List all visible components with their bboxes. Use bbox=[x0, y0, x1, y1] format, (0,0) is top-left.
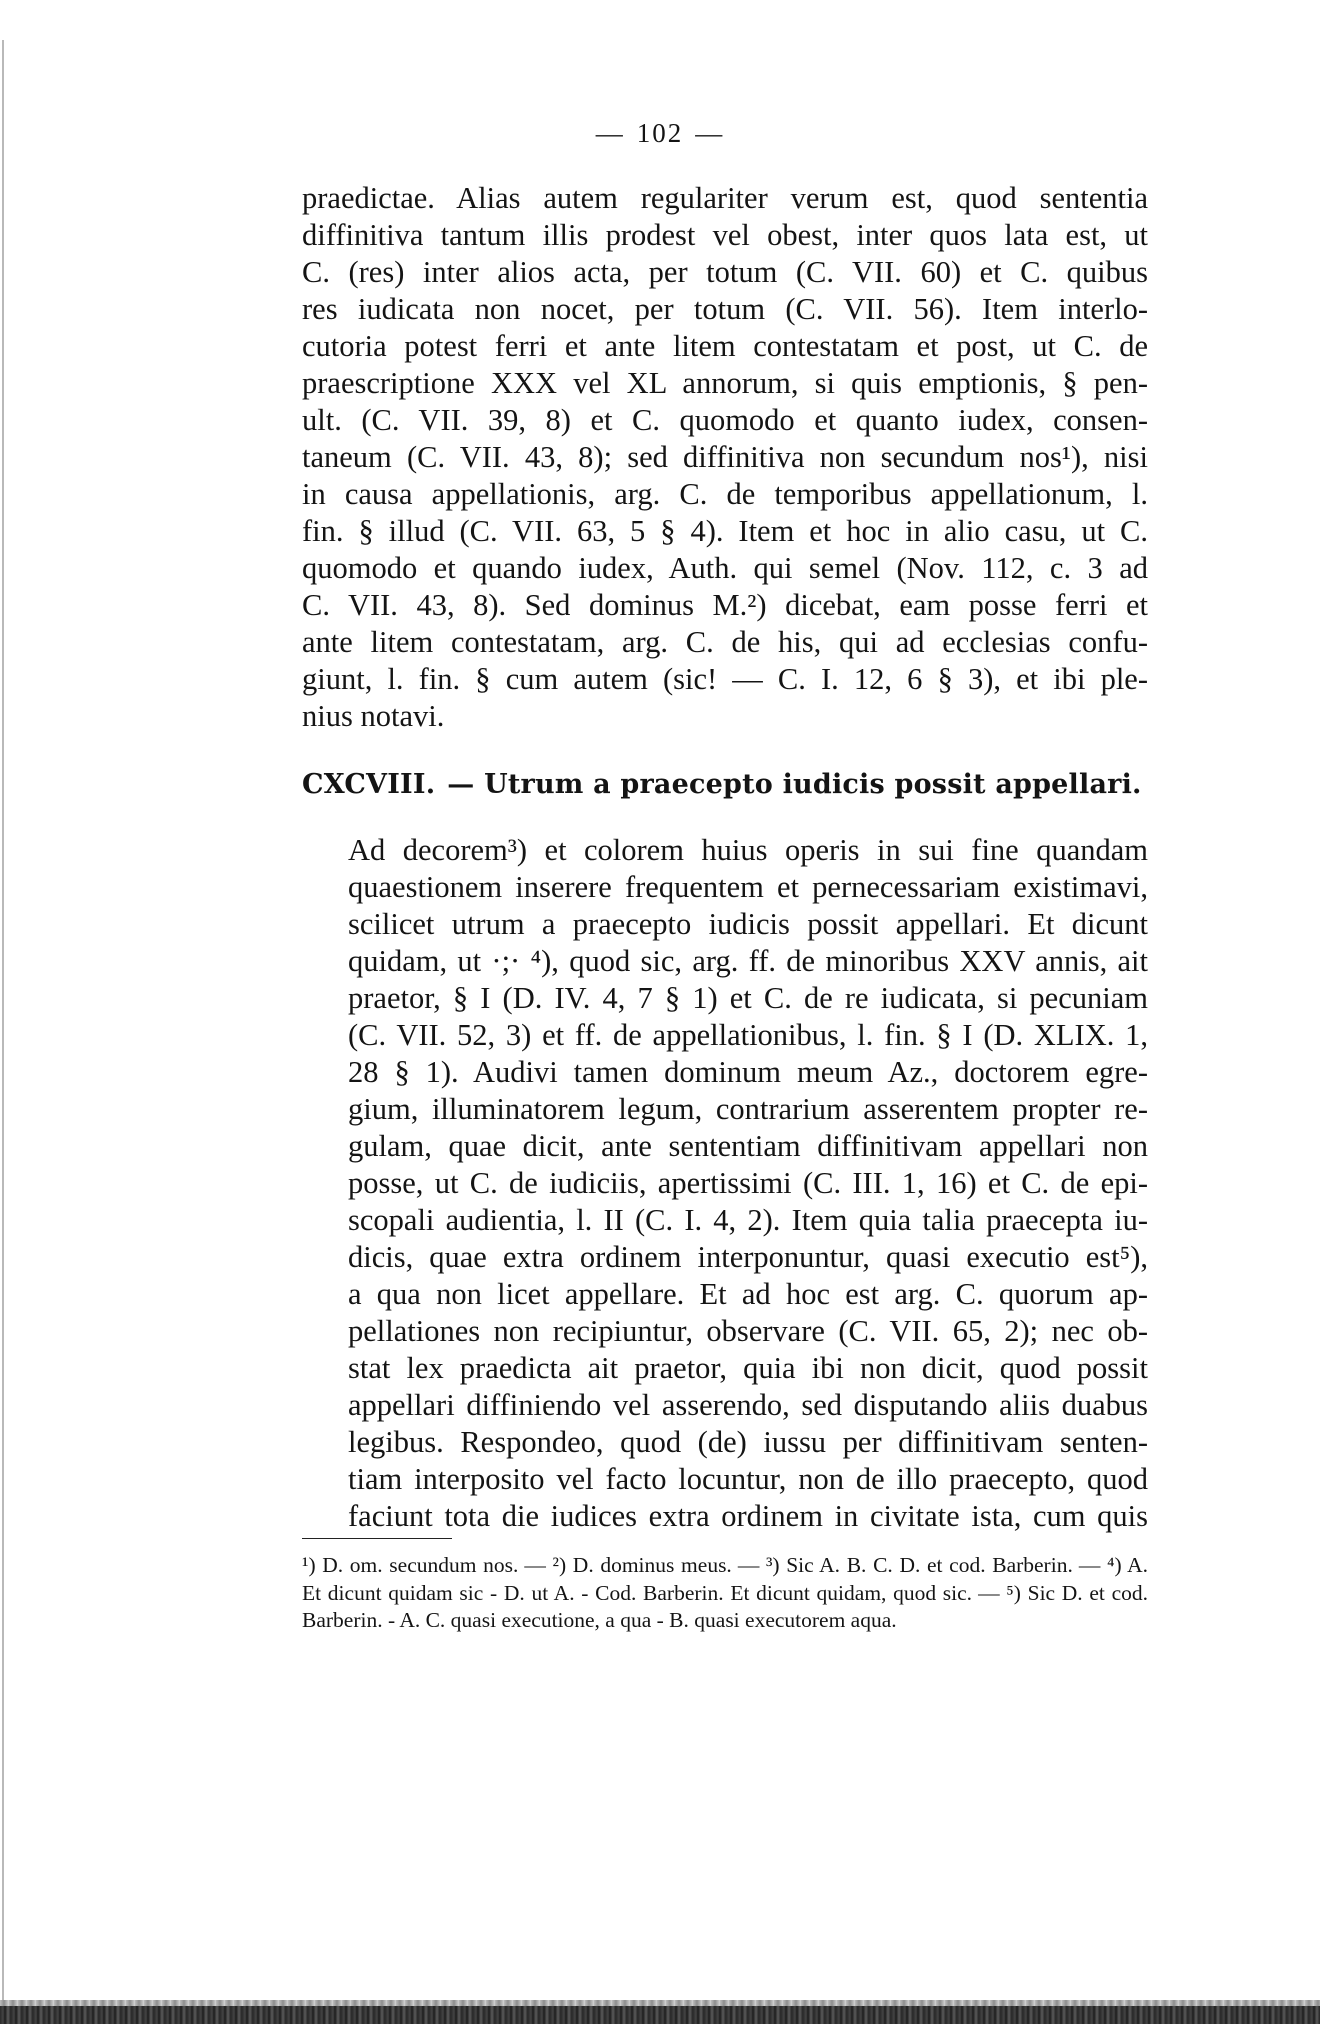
text-line: 28 § 1). Audivi tamen dominum meum Az., doctorem egre- bbox=[348, 1055, 1148, 1089]
text-line: C. VII. 43, 8). Sed dominus M.²) dicebat, eam posse ferri et bbox=[302, 588, 1148, 622]
paragraph-1-text bbox=[302, 180, 1148, 735]
text-line: stat lex praedicta ait praetor, quia ibi non dicit, quod possit bbox=[348, 1351, 1148, 1385]
paragraph-2 bbox=[302, 832, 1148, 1535]
text-line: a qua non licet appellare. Et ad hoc est arg. C. quorum ap- bbox=[348, 1277, 1148, 1311]
paragraph-1 bbox=[302, 180, 1148, 735]
text-line: pellationes non recipiuntur, observare (C. VII. 65, 2); nec ob- bbox=[348, 1314, 1148, 1348]
footnote-3: ³) Sic A. B. C. D. et cod. Barberin. bbox=[765, 1553, 1073, 1577]
text-line: praedictae. Alias autem regulariter verum est, quod sententia bbox=[302, 181, 1148, 215]
footnote-5: ⁵) Sic D. et cod. Barberin. - A. C. quasi executione, a qua - B. quasi executorem aqua. bbox=[302, 1580, 1149, 1632]
section-title: — Utrum a praecepto iudicis possit appellari. bbox=[447, 769, 1142, 800]
text-line: ante litem contestatam, arg. C. de his, qui ad ecclesias confu- bbox=[302, 625, 1148, 659]
text-line: praescriptione XXX vel XL annorum, si quis emptionis, § pen- bbox=[302, 366, 1148, 400]
text-line: in causa appellationis, arg. C. de temporibus appellationum, l. bbox=[302, 477, 1148, 511]
text-line: Ad decorem³) et colorem huius operis in sui fine quandam bbox=[348, 833, 1148, 867]
text-line: quidam, ut ·;· ⁴), quod sic, arg. ff. de minoribus XXV annis, ait bbox=[348, 944, 1148, 978]
text-line: posse, ut C. de iudiciis, apertissimi (C. III. 1, 16) et C. de epi- bbox=[348, 1166, 1148, 1200]
text-line: tiam interposito vel facto locuntur, non de illo praecepto, quod bbox=[348, 1462, 1148, 1496]
text-line: scopali audientia, l. II (C. I. 4, 2). Item quia talia praecepta iu- bbox=[348, 1203, 1148, 1237]
text-line: res iudicata non nocet, per totum (C. VII. 56). Item interlo- bbox=[302, 292, 1148, 326]
footnotes: ¹) D. om. secundum nos. — ²) D. dominus meus. — ³) Sic A. B. C. D. et cod. Barberin. — ⁴) A. Et dicunt quidam sic - D. ut A. - Cod. Barberin. Et dicunt quidam, quod sic. — ⁵) Sic D. et cod. Barberin. - A. C. quasi executione, a qua - B. quasi executorem aqua. bbox=[302, 1553, 1149, 1632]
text-line: C. (res) inter alios acta, per totum (C. VII. 60) et C. quibus bbox=[302, 255, 1148, 289]
text-line: gium, illuminatorem legum, contrarium asserentem propter re- bbox=[348, 1092, 1148, 1126]
text-line: faciunt tota die iudices extra ordinem in civitate ista, cum quis bbox=[348, 1499, 1148, 1533]
text-line: cutoria potest ferri et ante litem contestatam et post, ut C. de bbox=[302, 329, 1148, 363]
section-number: CXCVIII. bbox=[302, 769, 436, 800]
text-line: dicis, quae extra ordinem interponuntur, quasi executio est⁵), bbox=[348, 1240, 1148, 1274]
text-line: fin. § illud (C. VII. 63, 5 § 4). Item et hoc in alio casu, ut C. bbox=[302, 514, 1148, 548]
page-number: — 102 — bbox=[595, 118, 725, 148]
text-line: nius notavi. bbox=[302, 699, 445, 733]
footnote-2: ²) D. dominus meus. bbox=[552, 1553, 732, 1577]
footnote-rule bbox=[302, 1538, 452, 1539]
text-line: gulam, quae dicit, ante sententiam diffinitivam appellari non bbox=[348, 1129, 1148, 1163]
section-heading bbox=[302, 769, 1148, 800]
text-line: praetor, § I (D. IV. 4, 7 § 1) et C. de re iudicata, si pecuniam bbox=[348, 981, 1148, 1015]
text-line: (C. VII. 52, 3) et ff. de appellationibus, l. fin. § I (D. XLIX. 1, bbox=[348, 1018, 1148, 1052]
paragraph-2-text bbox=[302, 832, 1148, 1535]
footnote-4: ⁴) A. Et dicunt quidam sic - D. ut A. - Cod. Barberin. Et dicunt quidam, quod sic. bbox=[302, 1553, 1149, 1605]
text-line: quaestionem inserere frequentem et pernecessariam existimavi, bbox=[348, 870, 1148, 904]
text-line: diffinitiva tantum illis prodest vel obest, inter quos lata est, ut bbox=[302, 218, 1148, 252]
scan-strip bbox=[0, 2006, 1320, 2024]
text-line: ult. (C. VII. 39, 8) et C. quomodo et quanto iudex, consen- bbox=[302, 403, 1148, 437]
text-line: scilicet utrum a praecepto iudicis possit appellari. Et dicunt bbox=[348, 907, 1148, 941]
text-line: taneum (C. VII. 43, 8); sed diffinitiva non secundum nos¹), nisi bbox=[302, 440, 1148, 474]
text-line: appellari diffiniendo vel asserendo, sed disputando aliis duabus bbox=[348, 1388, 1148, 1422]
footnote-1: ¹) D. om. secundum nos. bbox=[302, 1553, 519, 1577]
text-line: quomodo et quando iudex, Auth. qui semel (Nov. 112, c. 3 ad bbox=[302, 551, 1148, 585]
text-line: legibus. Respondeo, quod (de) iussu per diffinitivam senten- bbox=[348, 1425, 1148, 1459]
scan-edge bbox=[2, 40, 4, 2000]
text-line: giunt, l. fin. § cum autem (sic! — C. I. 12, 6 § 3), et ibi ple- bbox=[302, 662, 1148, 696]
